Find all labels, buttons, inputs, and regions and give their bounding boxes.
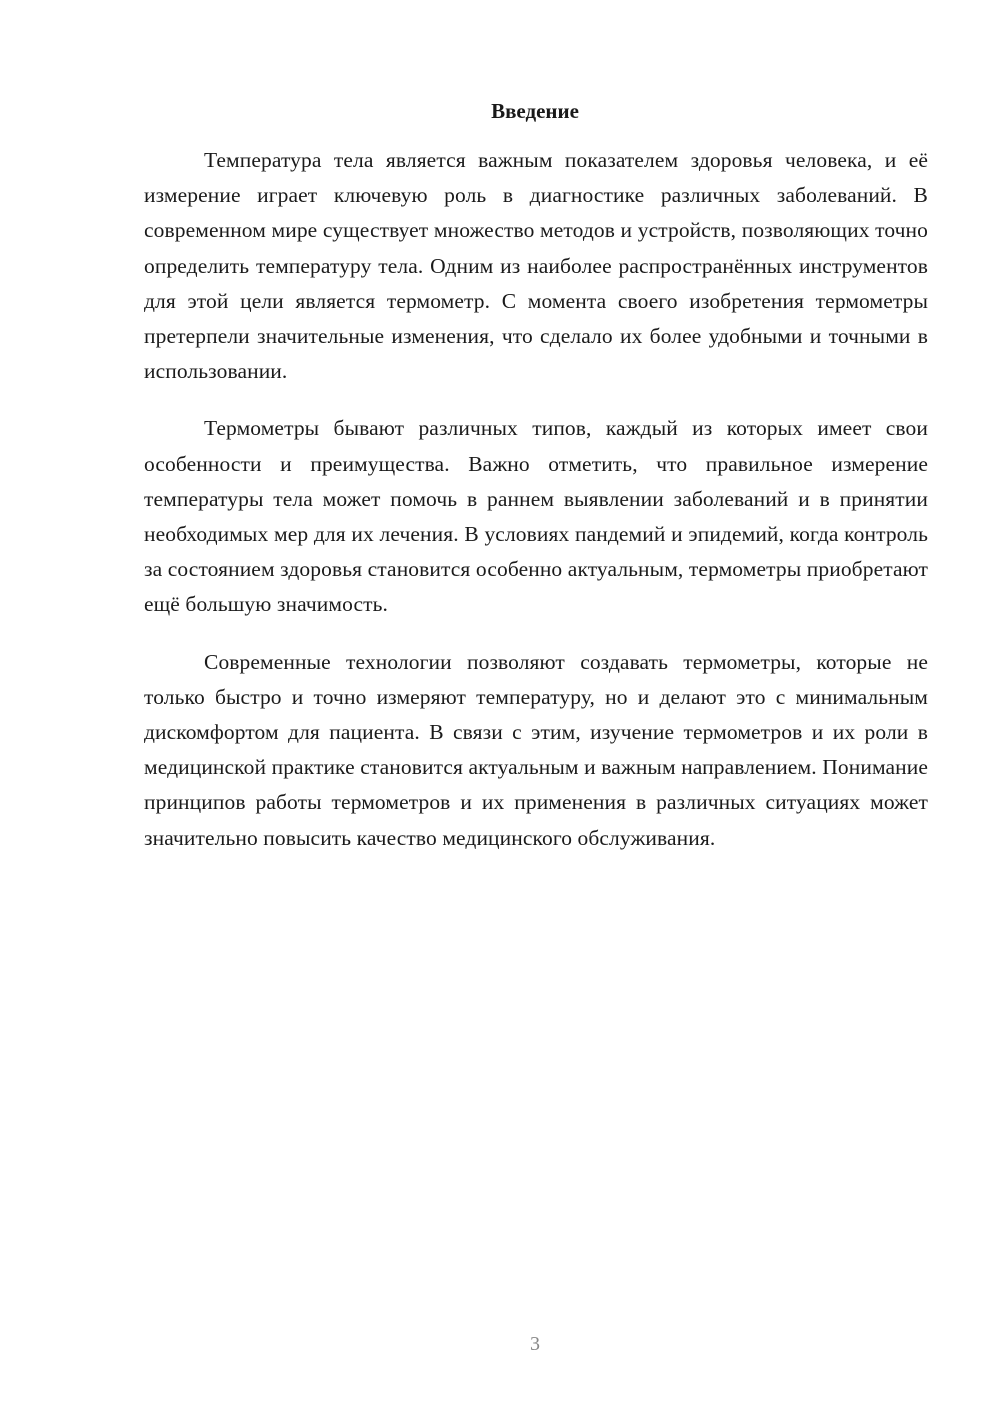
paragraph-3: Современные технологии позволяют создавать термометры, которые не только быстро и точно измеряют температуру, но и делают это с минимальным дискомфортом для пациента. В связи с этим, изучение термометров и их роли в медицинской практике становится актуальным и важным направлением. Понимание принципов работы термометров и их применения в различных ситуациях может значительно повысить качество медицинского обслуживания. xyxy=(144,649,928,850)
paragraph-2: Термометры бывают различных типов, каждый из которых имеет свои особенности и преимущества. Важно отметить, что правильное измерение температуры тела может помочь в раннем выявлении заболеваний и в принятии необходимых мер для их лечения. В условиях пандемий и эпидемий, когда контроль за состоянием здоровья становится особенно актуальным, термометры приобретают ещё большую значимость. xyxy=(144,416,928,617)
section-title: Введение xyxy=(491,99,579,123)
body-text xyxy=(144,143,928,878)
page-number: 3 xyxy=(530,1333,540,1355)
paragraph-1: Температура тела является важным показателем здоровья человека, и её измерение играет ключевую роль в диагностике различных заболеваний. В современном мире существует множество методов и устройств, позволяющих точно определить температуру тела. Одним из наиболее распространённых инструментов для этой цели является термометр. С момента своего изобретения термометры претерпели значительные изменения, что сделало их более удобными и точными в использовании. xyxy=(144,148,928,384)
